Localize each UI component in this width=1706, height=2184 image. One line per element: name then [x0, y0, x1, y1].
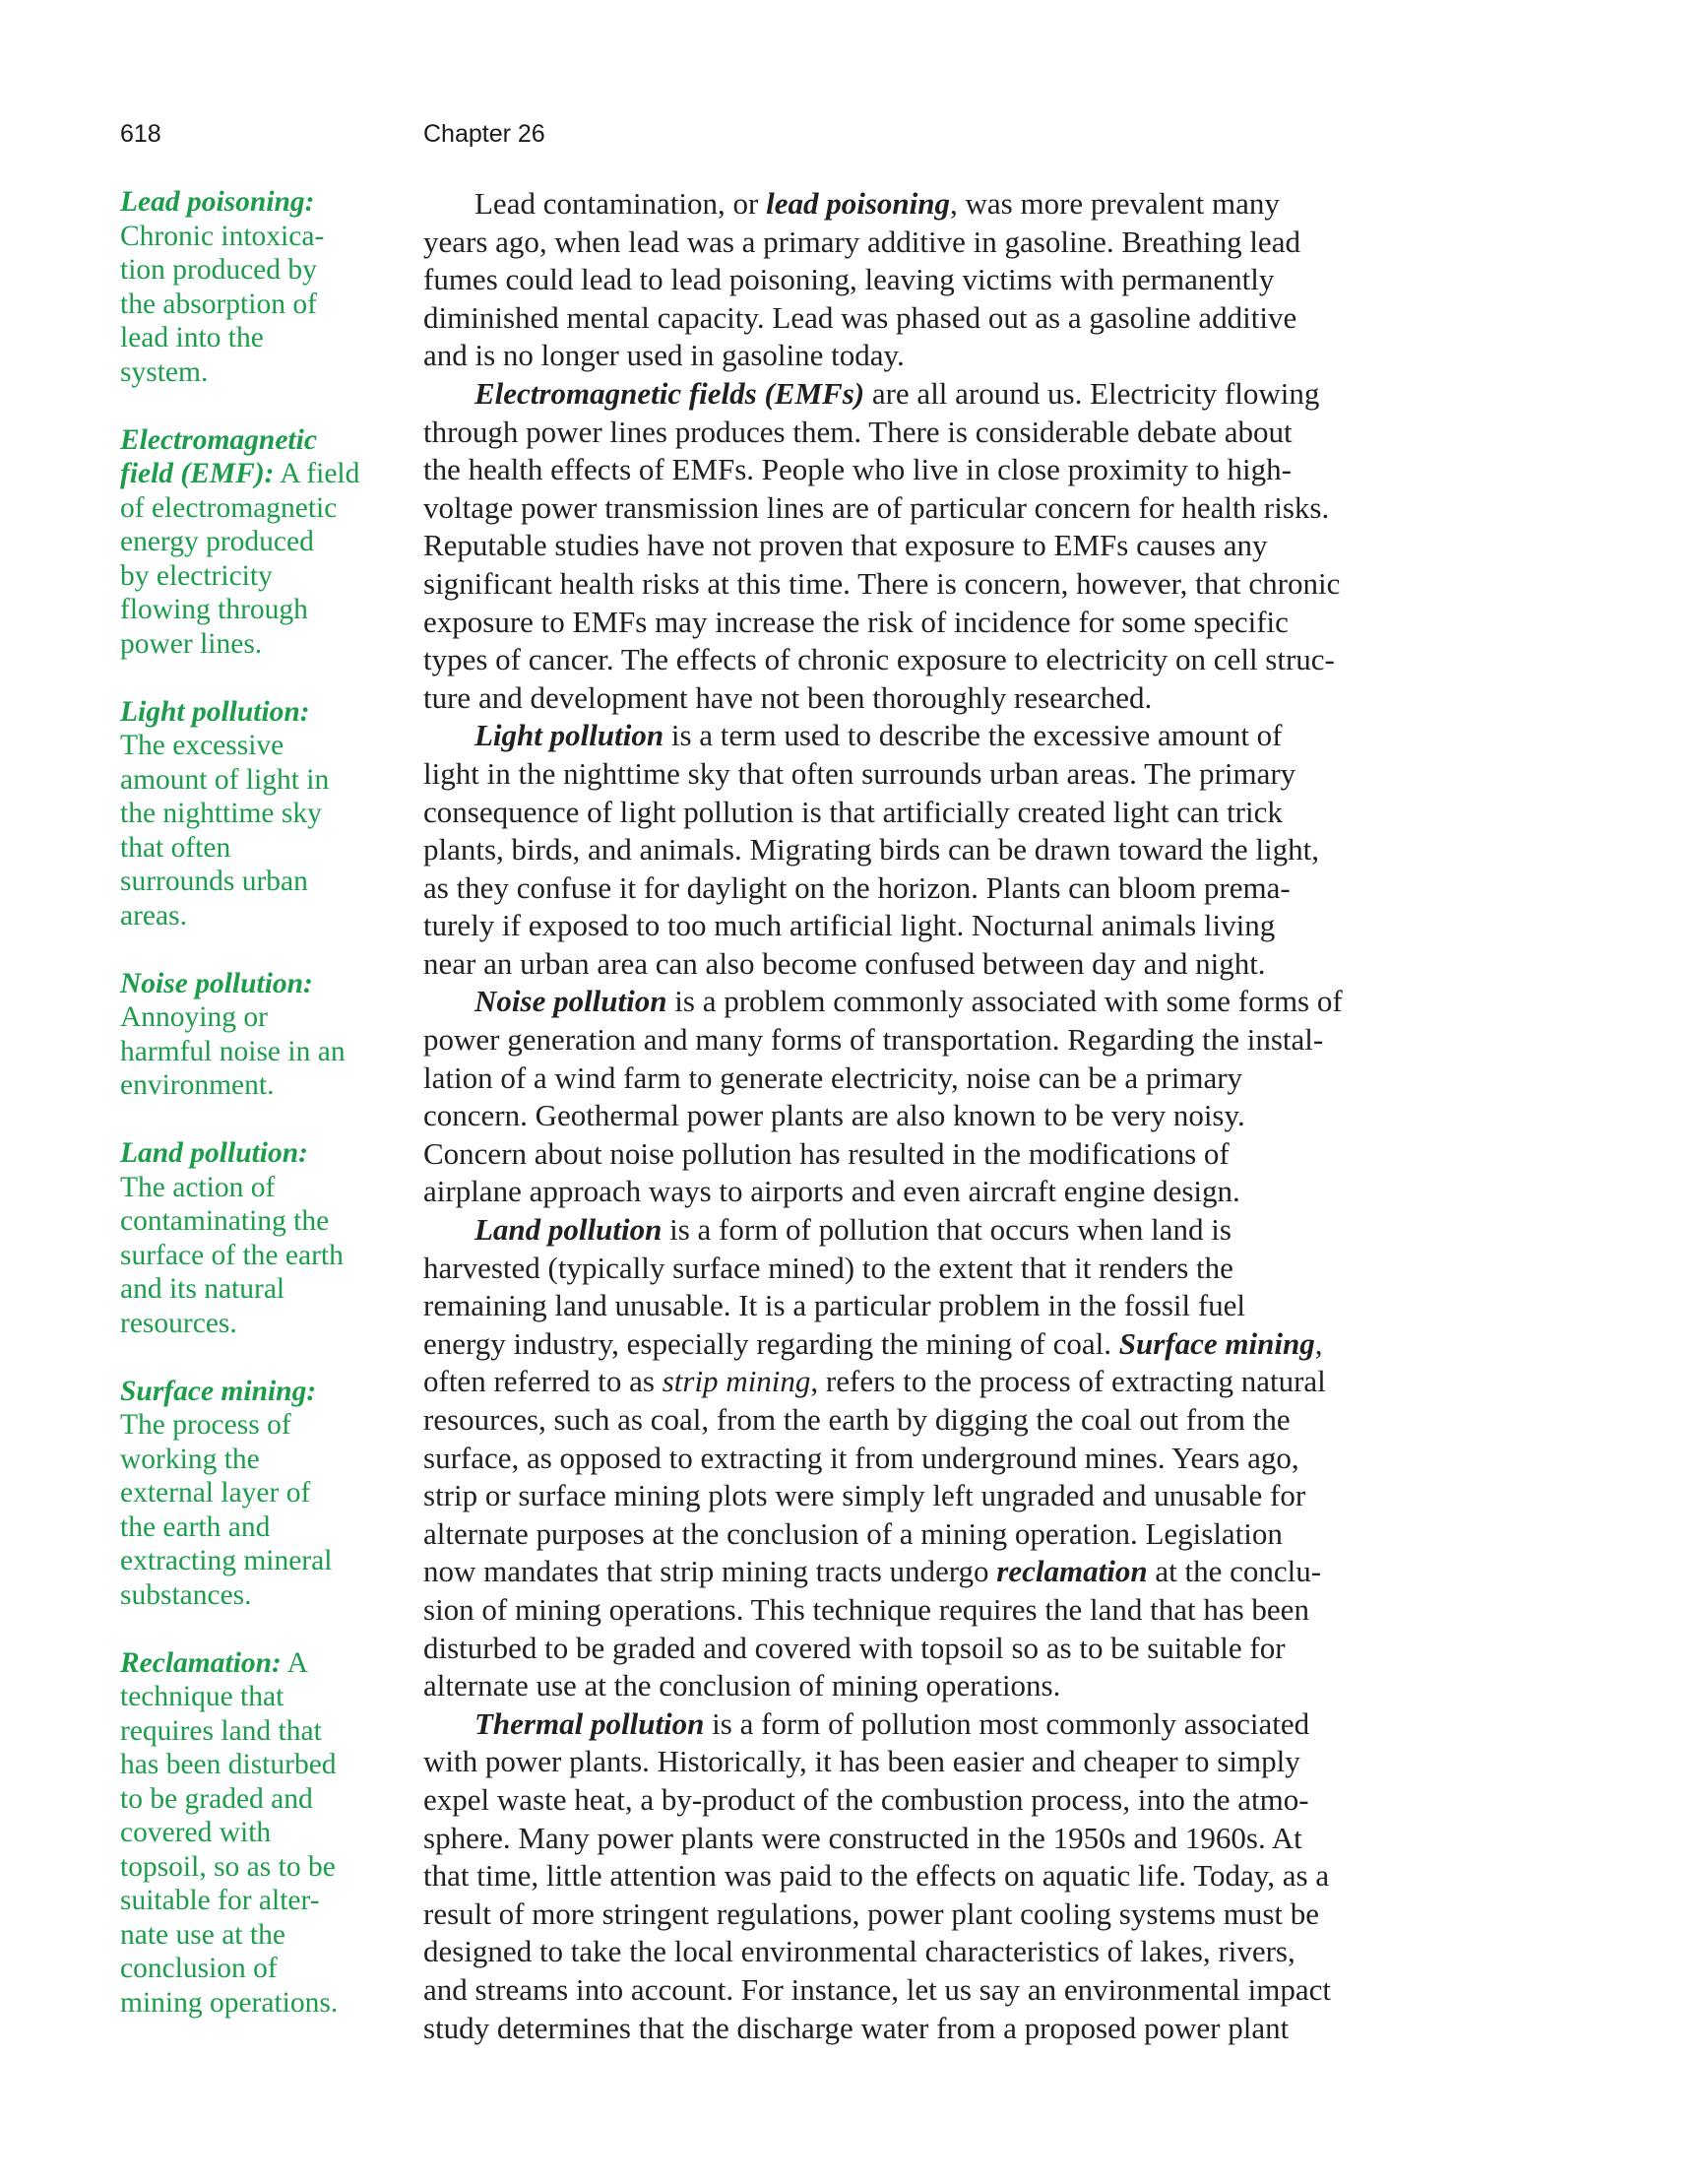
text-line — [423, 1325, 1496, 1364]
text-line: the health effects of EMFs. People who live in close proximity to high- — [423, 452, 1292, 487]
glossary-entry-land-pollution — [120, 1136, 401, 1340]
text-line: voltage power transmission lines are of particular concern for health risks. — [423, 489, 1330, 525]
glossary-entry-emf — [120, 423, 401, 662]
paragraph-lead-poisoning — [423, 185, 1496, 375]
text-line: with power plants. Historically, it has been easier and cheaper to simply — [423, 1744, 1300, 1779]
definition-line: Chronic intoxica- — [120, 220, 325, 252]
text-line: airplane approach ways to airports and even aircraft engine design. — [423, 1174, 1240, 1209]
text-line: result of more stringent regulations, power plant cooling systems must be — [423, 1895, 1320, 1931]
text-run: is a form of pollution that occurs when land is — [662, 1212, 1232, 1248]
text-line: expel waste heat, a by-product of the combustion process, into the atmo- — [423, 1781, 1309, 1817]
glossary-term: field (EMF): — [120, 458, 275, 489]
text-line: fumes could lead to lead poisoning, leaving victims with permanently — [423, 262, 1275, 297]
text-run: is a problem commonly associated with some forms of — [666, 984, 1343, 1019]
definition-line: external layer of — [120, 1477, 311, 1509]
definition-line: the nighttime sky — [120, 798, 322, 829]
glossary-entry-light-pollution — [120, 695, 401, 933]
definition-line: suitable for alter- — [120, 1885, 320, 1916]
text-line: remaining land unusable. It is a particular problem in the fossil fuel — [423, 1288, 1246, 1323]
definition-line: A field — [274, 458, 360, 489]
text-line: consequence of light pollution is that artificially created light can trick — [423, 794, 1283, 829]
text-line: types of cancer. The effects of chronic exposure to electricity on cell struc- — [423, 642, 1335, 677]
paragraph-noise-pollution — [423, 983, 1496, 1211]
glossary-term: Reclamation: — [120, 1646, 282, 1679]
glossary-term: Land pollution: — [120, 1137, 308, 1169]
margin-glossary — [120, 185, 401, 2054]
definition-line: tion produced by — [120, 254, 317, 286]
text-run: , — [1314, 1325, 1323, 1361]
paragraph-light-pollution — [423, 717, 1496, 983]
text-line — [423, 185, 1496, 224]
text-line: disturbed to be graded and covered with topsoil so as to be suitable for — [423, 1630, 1286, 1665]
text-line — [423, 375, 1496, 414]
text-line: plants, birds, and animals. Migrating birds can be drawn toward the light, — [423, 832, 1320, 867]
definition-line: working the — [120, 1443, 260, 1475]
definition-line: A — [281, 1646, 308, 1679]
text-line — [423, 1363, 1496, 1401]
definition-line: of electromagnetic — [120, 491, 338, 524]
text-run: Lead contamination, or — [474, 186, 767, 221]
text-line: strip or surface mining plots were simply left ungraded and unusable for — [423, 1478, 1306, 1513]
paragraph-thermal-pollution — [423, 1705, 1496, 2047]
definition-line: that often — [120, 831, 231, 864]
text-line — [423, 1211, 1496, 1250]
definition-line: and its natural — [120, 1273, 285, 1305]
text-line — [423, 1553, 1496, 1591]
text-line — [423, 1705, 1496, 1744]
text-line: exposure to EMFs may increase the risk of incidence for some specific — [423, 604, 1289, 639]
glossary-entry-noise-pollution — [120, 967, 401, 1103]
text-run: is a term used to describe the excessive amount of — [663, 718, 1283, 753]
page-number: 618 — [120, 120, 161, 148]
text-line: near an urban area can also become confused between day and night. — [423, 945, 1266, 981]
text-line: lation of a wind farm to generate electricity, noise can be a primary — [423, 1060, 1243, 1095]
text-line: harvested (typically surface mined) to the extent that it renders the — [423, 1250, 1233, 1285]
text-run: at the conclu- — [1147, 1554, 1322, 1589]
glossary-term: Electromagnetic — [120, 423, 317, 456]
definition-line: resources. — [120, 1307, 237, 1339]
chapter-running-head: Chapter 26 — [423, 120, 545, 148]
glossary-term: Lead poisoning: — [120, 186, 315, 218]
definition-line: The action of — [120, 1171, 276, 1203]
definition-line: mining operations. — [120, 1986, 339, 2019]
text-line: concern. Geothermal power plants are also known to be very noisy. — [423, 1098, 1245, 1133]
text-line: and is no longer used in gasoline today. — [423, 338, 905, 373]
italic-term: strip mining — [662, 1364, 811, 1399]
definition-line: has been disturbed — [120, 1749, 337, 1780]
key-term: Thermal pollution — [474, 1705, 705, 1741]
text-run: often referred to as — [423, 1364, 663, 1399]
text-line — [423, 717, 1496, 755]
glossary-entry-lead-poisoning — [120, 185, 401, 389]
definition-line: power lines. — [120, 627, 263, 660]
definition-line: the absorption of — [120, 288, 317, 320]
paragraph-land-pollution — [423, 1211, 1496, 1705]
definition-line: areas. — [120, 899, 187, 931]
definition-line: topsoil, so as to be — [120, 1850, 336, 1883]
text-line: turely if exposed to too much artificial light. Nocturnal animals living — [423, 908, 1276, 943]
paragraph-emf — [423, 375, 1496, 717]
definition-line: energy produced — [120, 526, 314, 557]
page-header — [120, 120, 1498, 156]
definition-line: Annoying or — [120, 1001, 268, 1033]
definition-line: environment. — [120, 1069, 275, 1101]
text-line: as they confuse it for daylight on the horizon. Plants can bloom prema- — [423, 869, 1291, 905]
definition-line: covered with — [120, 1817, 272, 1848]
text-line: ture and development have not been thoroughly researched. — [423, 679, 1153, 715]
text-run: energy industry, especially regarding the mining of coal. — [423, 1325, 1119, 1361]
text-line: light in the nighttime sky that often surrounds urban areas. The primary — [423, 755, 1296, 791]
definition-line: requires land that — [120, 1714, 322, 1747]
text-line: and streams into account. For instance, let us say an environmental impact — [423, 1971, 1331, 2007]
text-line: alternate purposes at the conclusion of a mining operation. Legislation — [423, 1515, 1283, 1551]
text-line: surface, as opposed to extracting it from underground mines. Years ago, — [423, 1440, 1299, 1475]
definition-line: The excessive — [120, 730, 284, 761]
key-term: Surface mining — [1118, 1325, 1315, 1361]
text-line: study determines that the discharge water from a proposed power plant — [423, 2010, 1290, 2045]
text-run: , refers to the process of extracting natural — [810, 1364, 1326, 1399]
key-term: reclamation — [996, 1554, 1148, 1589]
glossary-entry-surface-mining — [120, 1375, 401, 1613]
glossary-term: Surface mining: — [120, 1375, 317, 1407]
text-line: significant health risks at this time. There is concern, however, that chronic — [423, 565, 1341, 601]
key-term: Land pollution — [474, 1212, 663, 1248]
definition-line: harmful noise in an — [120, 1035, 346, 1067]
body-text — [423, 185, 1496, 2047]
definition-line: conclusion of — [120, 1953, 278, 1984]
definition-line: to be graded and — [120, 1782, 313, 1815]
definition-line: amount of light in — [120, 763, 330, 796]
definition-line: extracting mineral — [120, 1545, 333, 1576]
text-line: that time, little attention was paid to the effects on aquatic life. Today, as a — [423, 1858, 1330, 1894]
definition-line: the earth and — [120, 1510, 271, 1543]
definition-line: flowing through — [120, 594, 308, 625]
definition-line: surface of the earth — [120, 1239, 344, 1271]
definition-line: system. — [120, 355, 209, 388]
definition-line: technique that — [120, 1681, 284, 1712]
definition-line: by electricity — [120, 559, 273, 592]
key-term: Light pollution — [474, 718, 664, 753]
text-line: alternate use at the conclusion of mining operations. — [423, 1668, 1061, 1703]
definition-line: The process of — [120, 1409, 291, 1441]
text-line: diminished mental capacity. Lead was phased out as a gasoline additive — [423, 299, 1297, 335]
key-term: Electromagnetic fields (EMFs) — [474, 375, 865, 411]
text-line: years ago, when lead was a primary additive in gasoline. Breathing lead — [423, 224, 1300, 259]
text-run: now mandates that strip mining tracts undergo — [423, 1554, 997, 1589]
definition-line: nate use at the — [120, 1918, 285, 1951]
definition-line: substances. — [120, 1578, 252, 1611]
text-run: is a form of pollution most commonly associated — [704, 1705, 1310, 1741]
text-line: power generation and many forms of transportation. Regarding the instal- — [423, 1022, 1324, 1058]
text-line: sphere. Many power plants were constructed in the 1950s and 1960s. At — [423, 1820, 1302, 1855]
definition-line: contaminating the — [120, 1205, 330, 1237]
text-line: Reputable studies have not proven that exposure to EMFs causes any — [423, 528, 1268, 563]
text-line: designed to take the local environmental characteristics of lakes, rivers, — [423, 1934, 1295, 1969]
definition-line: surrounds urban — [120, 866, 308, 897]
glossary-entry-reclamation — [120, 1646, 401, 2021]
definition-line: lead into the — [120, 322, 264, 353]
text-run: are all around us. Electricity flowing — [864, 375, 1320, 411]
text-line: Concern about noise pollution has resulted in the modifications of — [423, 1135, 1230, 1171]
key-term: Noise pollution — [474, 984, 667, 1019]
key-term: lead poisoning — [766, 186, 951, 221]
text-run: , was more prevalent many — [950, 186, 1280, 221]
glossary-term: Light pollution: — [120, 695, 310, 728]
text-line: sion of mining operations. This technique requires the land that has been — [423, 1591, 1309, 1627]
text-line: through power lines produces them. There is considerable debate about — [423, 414, 1293, 449]
text-line: resources, such as coal, from the earth by digging the coal out from the — [423, 1402, 1291, 1437]
text-line — [423, 983, 1496, 1021]
glossary-term: Noise pollution: — [120, 967, 313, 999]
